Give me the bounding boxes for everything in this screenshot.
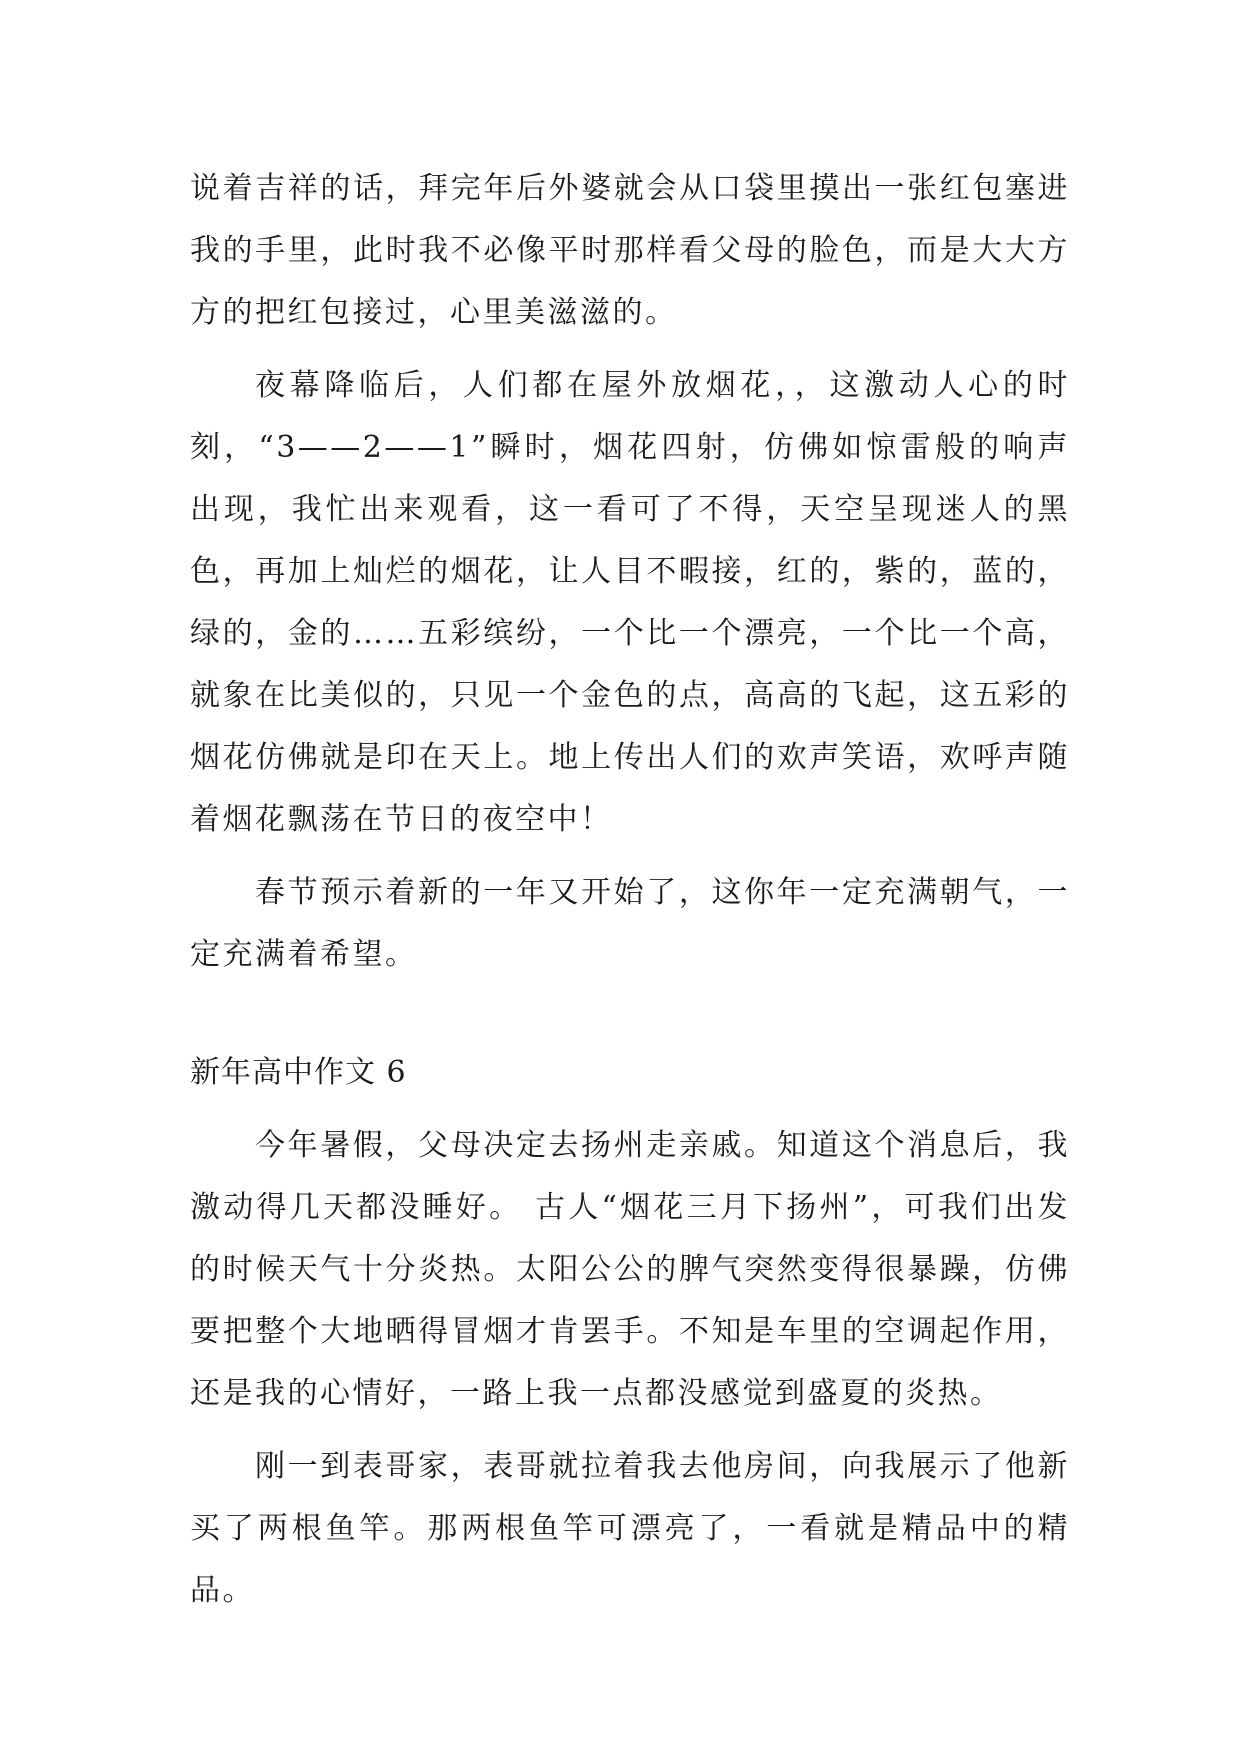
paragraph-new-year-greeting: 说着吉祥的话，拜完年后外婆就会从口袋里摸出一张红包塞进我的手里，此时我不必像平时那样看父母的脸色，而是大大方方的把红包接过，心里美滋滋的。 [190, 171, 1070, 330]
paragraph-fireworks: 夜幕降临后，人们都在屋外放烟花，，这激动人心的时刻，“3——2——1”瞬时，烟花四射，仿佛如惊雷般的响声出现，我忙出来观看，这一看可了不得，天空呈现迷人的黑色，再加上灿烂的烟花，让人目不暇接，红的，紫的，蓝的，绿的，金的……五彩缤纷，一个比一个漂亮，一个比一个高，就象在比美似的，只见一个金色的点，高高的飞起，这五彩的烟花仿佛就是印在天上。地上传出人们的欢声笑语，欢呼声随着烟花飘荡在节日的夜空中！ [190, 368, 1070, 837]
paragraph-fishing-rods: 刚一到表哥家，表哥就拉着我去他房间，向我展示了他新买了两根鱼竿。那两根鱼竿可漂亮了，一看就是精品中的精品。 [190, 1449, 1070, 1608]
section-title: 新年高中作文 6 [190, 1055, 407, 1090]
paragraph-summer-trip: 今年暑假，父母决定去扬州走亲戚。知道这个消息后，我激动得几天都没睡好。 古人“烟花三月下扬州”，可我们出发的时候天气十分炎热。太阳公公的脾气突然变得很暴躁，仿佛要把整个大地晒得冒烟才肯罢手。不知是车里的空调起作用，还是我的心情好，一路上我一点都没感觉到盛夏的炎热。 [190, 1128, 1070, 1411]
paragraph-spring-festival-hope: 春节预示着新的一年又开始了，这你年一定充满朝气，一定充满着希望。 [190, 875, 1070, 972]
document-body [190, 158, 1070, 1633]
